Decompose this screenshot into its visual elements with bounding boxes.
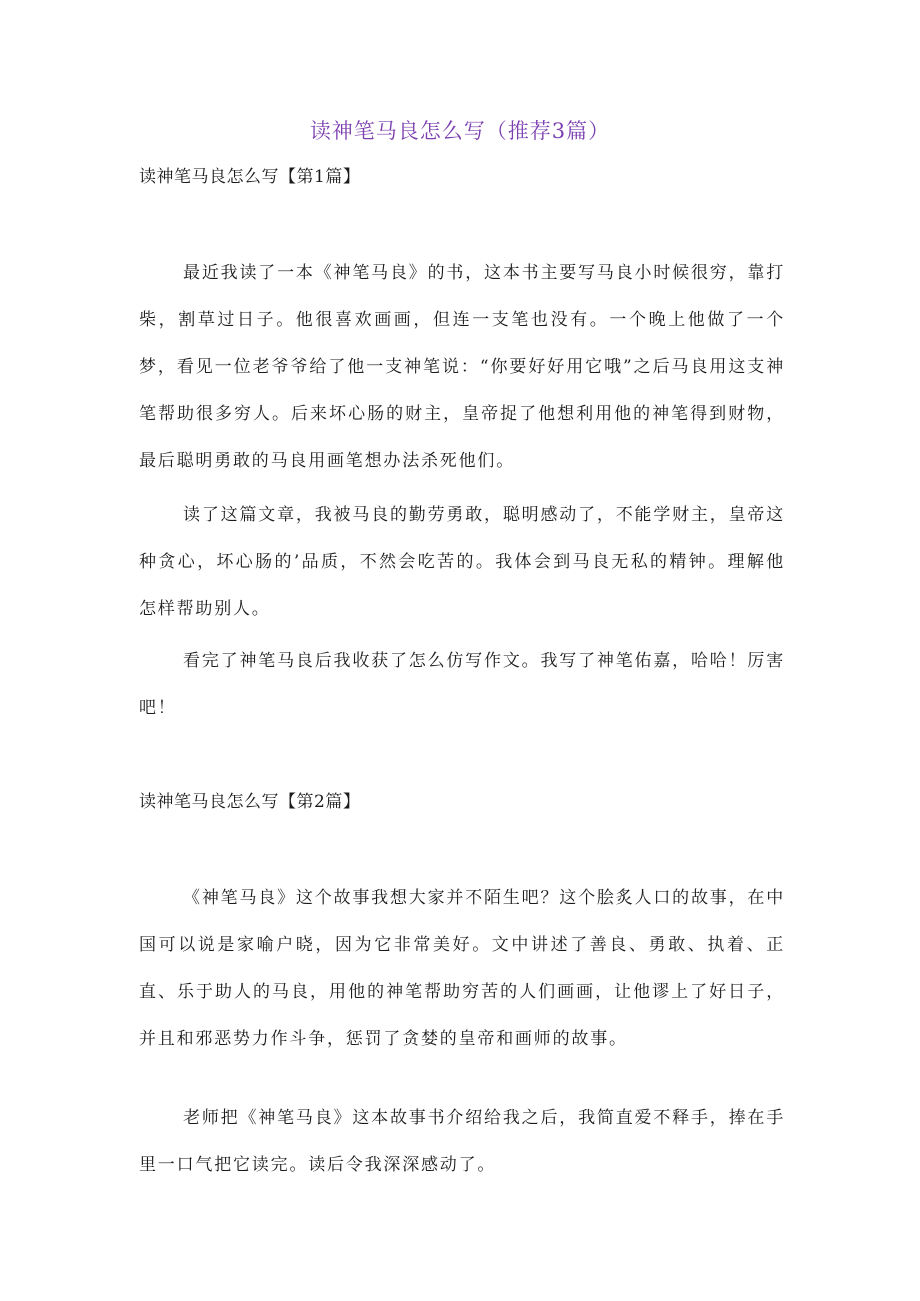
- section-2-heading: 读神笔马良怎么写【第2篇】: [139, 792, 361, 812]
- section-1-heading: 读神笔马良怎么写【第1篇】: [139, 167, 361, 187]
- section-2-paragraph-2: 老师把《神笔马良》这本故事书介绍给我之后，我简直爱不释手，捧在手里一口气把它读完。读后令我深深感动了。: [139, 1108, 785, 1175]
- document-title: 读神笔马良怎么写（推荐3篇）: [309, 119, 611, 143]
- section-1-paragraph-1: 最近我读了一本《神笔马良》的书，这本书主要写马良小时候很穷，靠打柴，割草过日子。他很喜欢画画，但连一支笔也没有。一个晚上他做了一个梦，看见一位老爷爷给了他一支神笔说：“你要好好用它哦”之后马良用这支神笔帮助很多穷人。后来坏心肠的财主，皇帝捉了他想利用他的神笔得到财物，最后聪明勇敢的马良用画笔想办法杀死他们。: [139, 263, 785, 471]
- section-1-paragraph-2: 读了这篇文章，我被马良的勤劳勇敢，聪明感动了，不能学财主，皇帝这种贪心，坏心肠的’品质，不然会吃苦的。我体会到马良无私的精钟。理解他怎样帮助别人。: [139, 505, 785, 619]
- section-1-paragraph-3: 看完了神笔马良后我收获了怎么仿写作文。我写了神笔佑嘉，哈哈！厉害吧！: [139, 651, 785, 718]
- section-2-paragraph-1: 《神笔马良》这个故事我想大家并不陌生吧？这个脍炙人口的故事，在中国可以说是家喻户晓，因为它非常美好。文中讲述了善良、勇敢、执着、正直、乐于助人的马良，用他的神笔帮助穷苦的人们画画，让他谬上了好日子，并且和邪恶势力作斗争，惩罚了贪婪的皇帝和画师的故事。: [139, 888, 785, 1049]
